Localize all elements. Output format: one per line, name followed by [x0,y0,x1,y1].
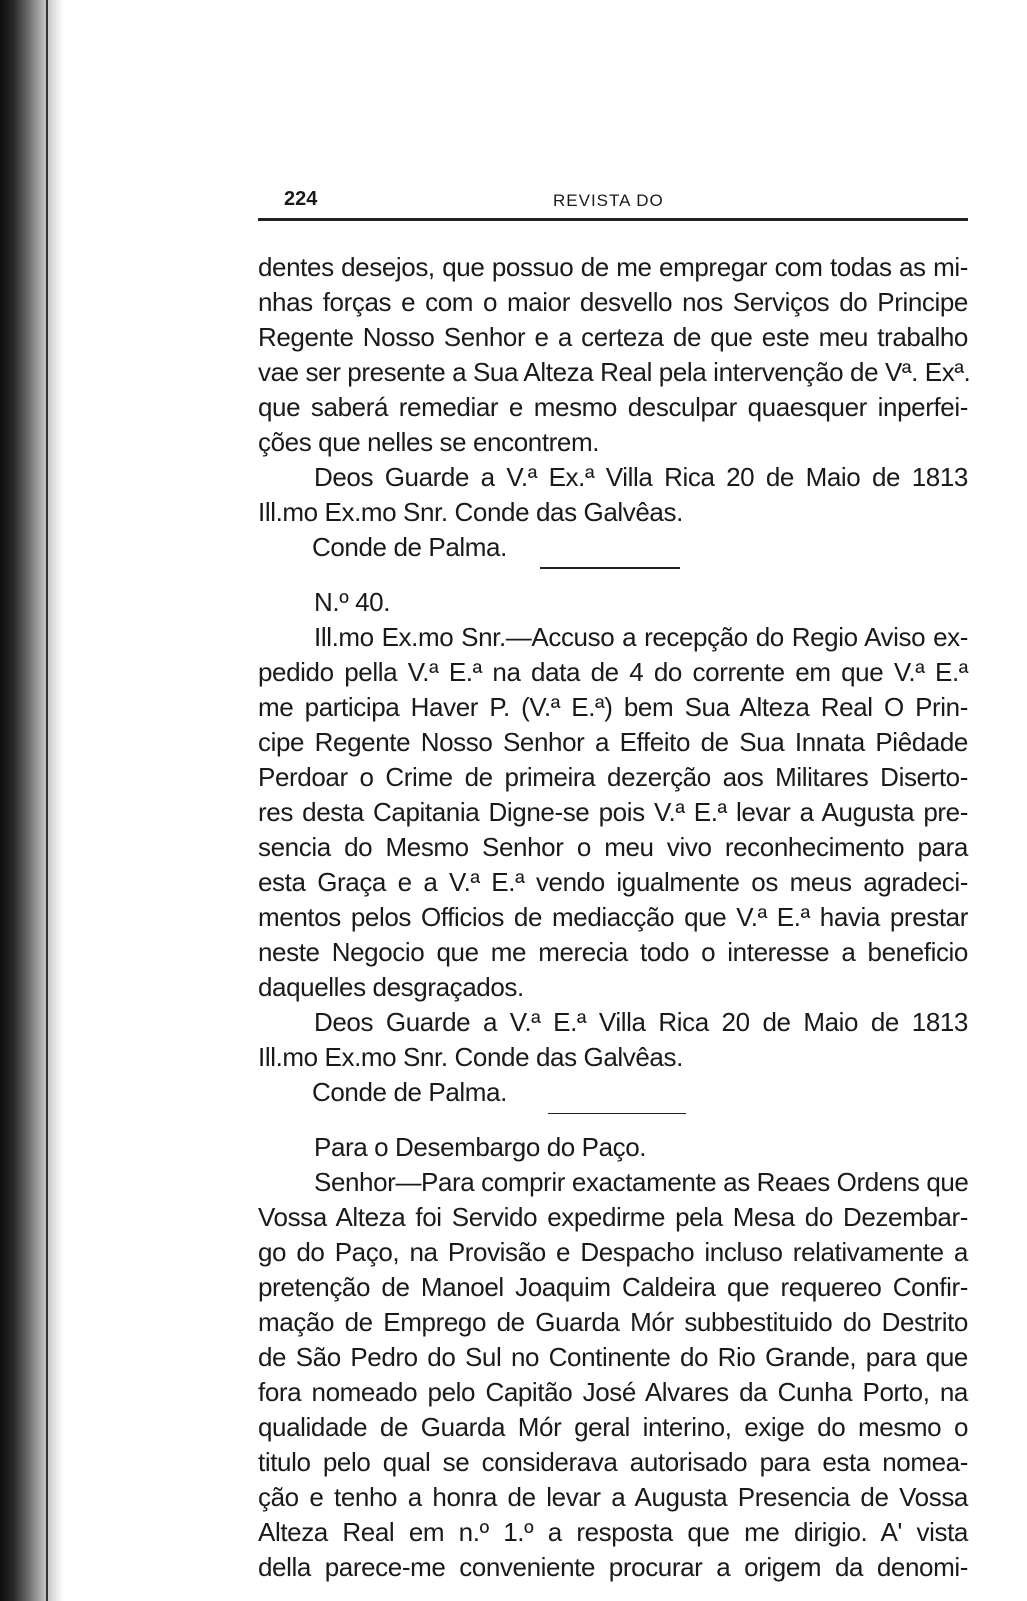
addressee-line: Ill.mo Ex.mo Snr. Conde das Galvêas. [258,497,683,527]
book-binding-shadow [0,0,64,1601]
page-number: 224 [284,188,318,210]
text-line: fora nomeado pelo Capitão José Alvares da Cunha Porto, na [258,1377,968,1407]
header-rule [258,218,968,221]
text-line: daquelles desgraçados. [258,972,524,1002]
closing-line: Deos Guarde a V.ª Ex.ª Villa Rica 20 de Maio de 1813 [314,462,968,492]
text-line: Ill.mo Ex.mo Snr.—Accuso a recepção do Regio Aviso ex- [314,622,968,652]
text-line: qualidade de Guarda Mór geral interino, exige do mesmo o [258,1412,968,1442]
addressee-line: Ill.mo Ex.mo Snr. Conde das Galvêas. [258,1042,683,1072]
text-line: sencia do Mesmo Senhor o meu vivo reconhecimento para [258,832,968,862]
letter-number: N.º 40. [314,587,391,617]
text-line: della parece-me conveniente procurar a origem da denomi- [258,1552,968,1582]
text-line: me participa Haver P. (V.ª E.ª) bem Sua Alteza Real O Prin- [258,692,968,722]
text-line: nhas forças e com o maior desvello nos Serviços do Principe [258,287,968,317]
text-line: neste Negocio que me merecia todo o interesse a beneficio [258,937,968,967]
text-line: Alteza Real em n.º 1.º a resposta que me dirigio. A' vista [258,1517,968,1547]
letter-heading: Para o Desembargo do Paço. [314,1132,647,1162]
text-line: Vossa Alteza foi Servido expedirme pela Mesa do Dezembar- [258,1202,968,1232]
text-line: ção e tenho a honra de levar a Augusta Presencia de Vossa [258,1482,968,1512]
text-line: mação de Emprego de Guarda Mór subbestituido do Destrito [258,1307,968,1337]
running-head: REVISTA DO [553,191,664,210]
section-divider [548,1113,686,1114]
text-line: Regente Nosso Senhor e a certeza de que este meu trabalho [258,322,968,352]
text-line: ções que nelles se encontrem. [258,427,600,457]
text-line: esta Graça e a V.ª E.ª vendo igualmente os meus agradeci- [258,867,968,897]
text-line: de São Pedro do Sul no Continente do Rio Grande, para que [258,1342,968,1372]
text-line: go do Paço, na Provisão e Despacho incluso relativamente a [258,1237,968,1267]
text-line: pedido pella V.ª E.ª na data de 4 do corrente em que V.ª E.ª [258,657,968,687]
binding-edge [46,0,48,1601]
section-divider [540,567,680,569]
text-line: dentes desejos, que possuo de me empregar com todas as mi- [258,252,968,282]
signature: Conde de Palma. [312,532,507,562]
text-line: mentos pelos Officios de mediacção que V.ª E.ª havia prestar [258,902,968,932]
page-header [258,188,968,216]
text-line: cipe Regente Nosso Senhor a Effeito de Sua Innata Piêdade [258,727,968,757]
text-line: res desta Capitania Digne-se pois V.ª E.ª levar a Augusta pre- [258,797,968,827]
text-line: Perdoar o Crime de primeira dezerção aos Militares Diserto- [258,762,968,792]
text-line: Senhor—Para comprir exactamente as Reaes Ordens que [314,1167,969,1197]
text-line: titulo pelo qual se considerava autorisado para esta nomea- [258,1447,968,1477]
text-line: pretenção de Manoel Joaquim Caldeira que requereo Confir- [258,1272,968,1302]
text-line: vae ser presente a Sua Alteza Real pela intervenção de Vª. Exª. [258,357,971,387]
closing-line: Deos Guarde a V.ª E.ª Villa Rica 20 de Maio de 1813 [314,1007,968,1037]
text-line: que saberá remediar e mesmo desculpar quaesquer inperfei- [258,392,968,422]
signature: Conde de Palma. [312,1077,507,1107]
